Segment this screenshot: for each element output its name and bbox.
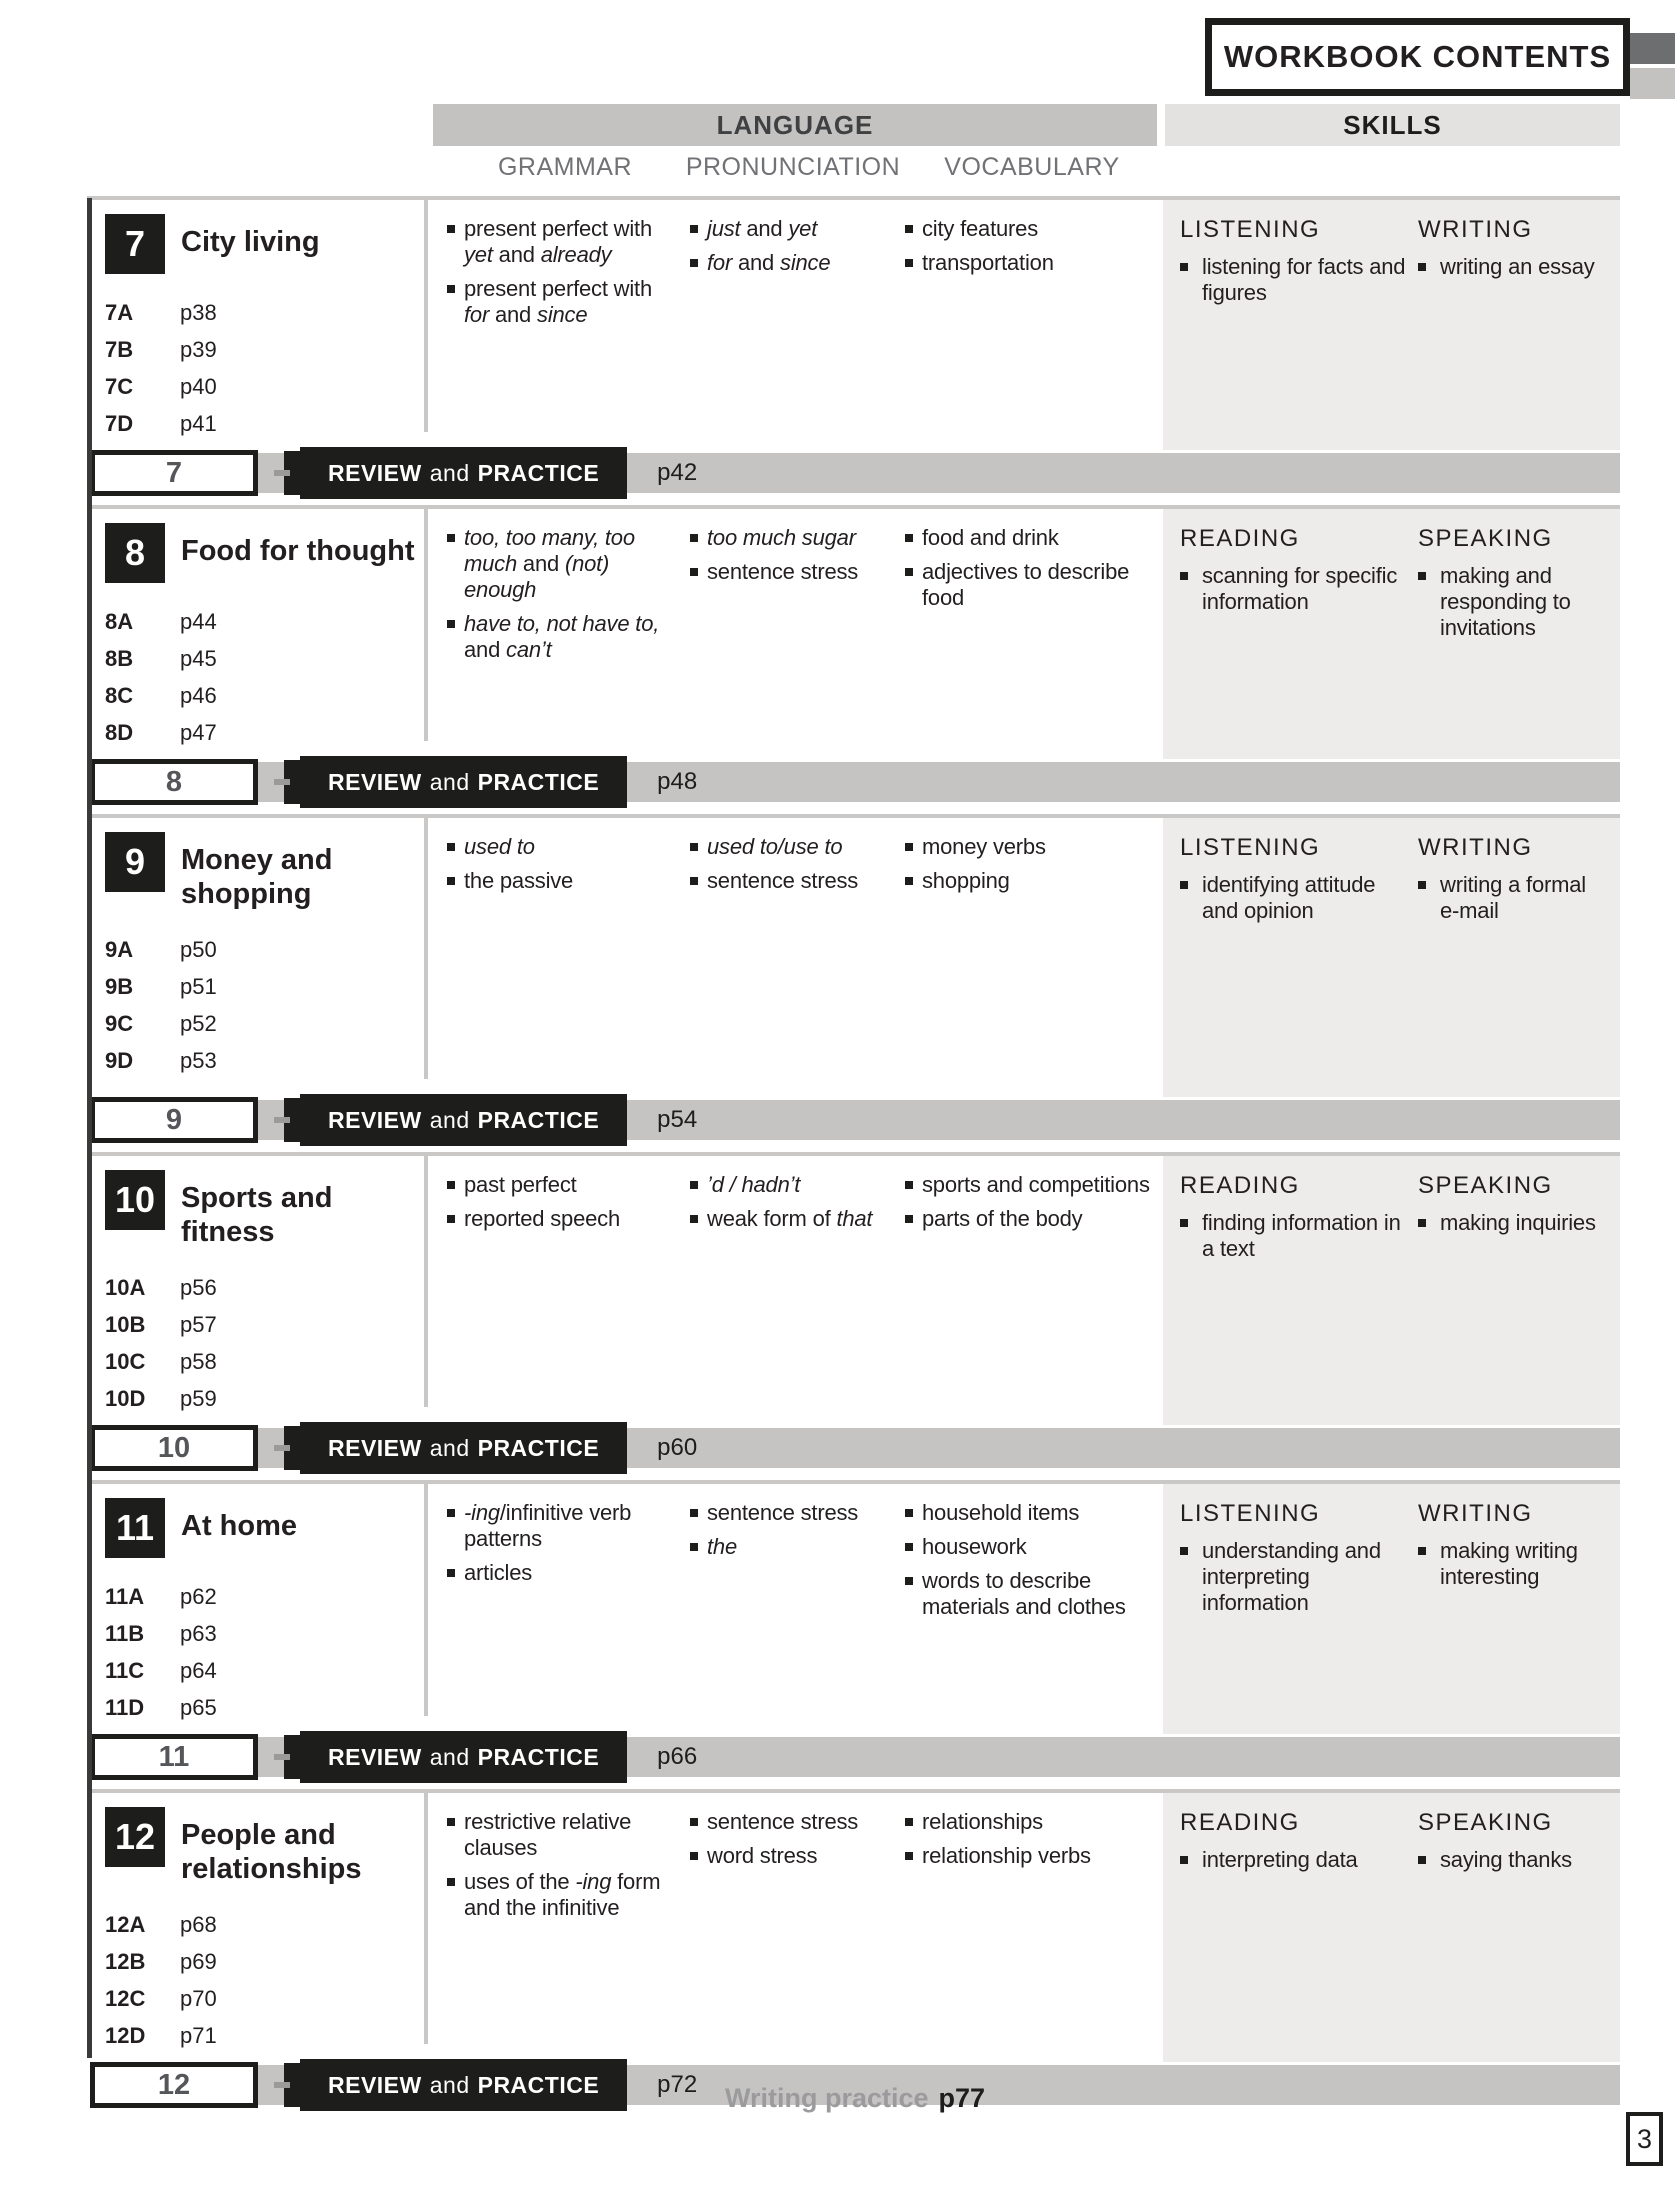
review-label-and: and xyxy=(429,768,470,795)
bullet-item: just and yet xyxy=(690,216,888,242)
bullet-item: writing a formal e-mail xyxy=(1418,872,1600,924)
unit-head xyxy=(105,1498,442,1558)
vocabulary-list xyxy=(905,216,1151,276)
review-page: p72 xyxy=(657,2071,698,2098)
bullet-item: word stress xyxy=(690,1843,888,1869)
skill-item-list xyxy=(1418,1847,1600,1873)
pronunciation-cell xyxy=(685,1793,900,2062)
review-gray-bar xyxy=(258,453,1620,493)
lesson-code: 7B xyxy=(105,337,134,362)
column-header-pronunciation: PRONUNCIATION xyxy=(685,153,901,181)
lesson-code: 9D xyxy=(105,1048,134,1073)
lesson-code: 11C xyxy=(105,1658,145,1683)
lesson-row xyxy=(105,976,442,998)
bullet-item: sentence stress xyxy=(690,1500,888,1526)
review-page: p42 xyxy=(657,459,698,486)
lesson-code: 10B xyxy=(105,1312,146,1337)
skills-panel xyxy=(1163,1484,1620,1734)
unit-title: Food for thought xyxy=(181,535,415,567)
lesson-row xyxy=(105,1914,442,1936)
lesson-list xyxy=(105,1914,442,2047)
skills-panel xyxy=(1163,1156,1620,1425)
review-gray-bar xyxy=(258,1100,1620,1140)
review-bar-9 xyxy=(90,1097,1620,1143)
lesson-page: p40 xyxy=(180,374,217,399)
lesson-code: 7A xyxy=(105,300,134,325)
lesson-code: 7D xyxy=(105,411,134,436)
lesson-page: p41 xyxy=(180,411,217,436)
edge-tab-dark xyxy=(1630,33,1675,64)
skill-heading: WRITING xyxy=(1418,216,1533,243)
grammar-list xyxy=(447,1809,673,1921)
lesson-page: p70 xyxy=(180,1986,217,2011)
skill-item-list xyxy=(1418,1210,1600,1236)
lesson-row xyxy=(105,339,442,361)
skill-heading: WRITING xyxy=(1418,834,1533,861)
pronunciation-list xyxy=(690,525,888,585)
bullet-item: past perfect xyxy=(447,1172,673,1198)
bullet-item: interpreting data xyxy=(1180,1847,1408,1873)
lesson-code: 8A xyxy=(105,609,134,634)
bullet-item: housework xyxy=(905,1534,1151,1560)
skill-item-list xyxy=(1180,1210,1408,1262)
lesson-page: p44 xyxy=(180,609,217,634)
review-label-and: and xyxy=(429,1434,470,1461)
vocabulary-list xyxy=(905,1172,1151,1232)
lesson-row xyxy=(105,1988,442,2010)
lesson-page: p56 xyxy=(180,1275,217,1300)
review-gray-bar xyxy=(258,762,1620,802)
unit-row-10 xyxy=(87,1152,1620,1425)
bullet-item: articles xyxy=(447,1560,673,1586)
pronunciation-list xyxy=(690,1809,888,1869)
bullet-item: too much sugar xyxy=(690,525,888,551)
lesson-code: 10C xyxy=(105,1349,146,1374)
unit-head xyxy=(105,1807,442,1886)
bullet-item: money verbs xyxy=(905,834,1151,860)
lesson-code: 10A xyxy=(105,1275,146,1300)
unit-info-cell xyxy=(87,818,442,1097)
bullet-item: food and drink xyxy=(905,525,1151,551)
grammar-cell xyxy=(442,1156,685,1425)
lesson-row xyxy=(105,413,442,435)
pronunciation-list xyxy=(690,1172,888,1232)
vocabulary-cell xyxy=(900,1793,1163,2062)
grammar-cell xyxy=(442,1793,685,2062)
review-label-bold2: PRACTICE xyxy=(477,2071,600,2098)
skill-heading: SPEAKING xyxy=(1418,1172,1553,1199)
lesson-list xyxy=(105,1277,442,1410)
skill-group xyxy=(1418,1172,1610,1425)
pronunciation-cell xyxy=(685,1156,900,1425)
review-label-bold1: REVIEW xyxy=(328,459,422,486)
bullet-item: have to, not have to, and can’t xyxy=(447,611,673,663)
lesson-page: p68 xyxy=(180,1912,217,1937)
unit-head xyxy=(105,1170,442,1249)
review-number-box: 8 xyxy=(90,759,258,805)
review-label xyxy=(300,2059,627,2111)
unit-head xyxy=(105,832,442,911)
bullet-item: present perfect with for and since xyxy=(447,276,673,328)
bullet-item: making and responding to invitations xyxy=(1418,563,1600,641)
skill-group xyxy=(1180,216,1418,450)
lesson-code: 11A xyxy=(105,1584,145,1609)
lesson-row xyxy=(105,1277,442,1299)
review-label xyxy=(300,1422,627,1474)
bullet-item: making writing interesting xyxy=(1418,1538,1600,1590)
page-title-text: WORKBOOK CONTENTS xyxy=(1223,39,1612,74)
vocabulary-list xyxy=(905,525,1151,611)
skill-item-list xyxy=(1180,254,1408,306)
review-number-box: 12 xyxy=(90,2062,258,2108)
lesson-code: 9A xyxy=(105,937,134,962)
bullet-item: understanding and interpreting information xyxy=(1180,1538,1408,1616)
lesson-row xyxy=(105,1351,442,1373)
bullet-item: identifying attitude and opinion xyxy=(1180,872,1408,924)
unit-info-cell xyxy=(87,1793,442,2062)
review-label xyxy=(300,756,627,808)
skill-item-list xyxy=(1180,563,1408,615)
unit-row-8 xyxy=(87,505,1620,759)
grammar-list xyxy=(447,1172,673,1232)
lesson-page: p51 xyxy=(180,974,217,999)
bullet-item: the passive xyxy=(447,868,673,894)
grammar-list xyxy=(447,1500,673,1586)
lesson-page: p39 xyxy=(180,337,217,362)
vocabulary-list xyxy=(905,1809,1151,1869)
lesson-page: p52 xyxy=(180,1011,217,1036)
unit-row-9 xyxy=(87,814,1620,1097)
writing-practice-label: Writing practice xyxy=(724,2083,929,2113)
review-label-and: and xyxy=(429,2071,470,2098)
lesson-page: p62 xyxy=(180,1584,217,1609)
bullet-item: sentence stress xyxy=(690,868,888,894)
lesson-page: p57 xyxy=(180,1312,217,1337)
vocabulary-cell xyxy=(900,200,1163,450)
pronunciation-cell xyxy=(685,200,900,450)
bullet-item: finding information in a text xyxy=(1180,1210,1408,1262)
skills-header-label: SKILLS xyxy=(1343,109,1442,140)
lesson-code: 7C xyxy=(105,374,134,399)
grammar-list xyxy=(447,834,673,894)
lesson-page: p59 xyxy=(180,1386,217,1411)
grammar-cell xyxy=(442,509,685,759)
unit-number-badge: 12 xyxy=(105,1807,165,1867)
language-header-bar xyxy=(433,104,1157,146)
unit-number-badge: 7 xyxy=(105,214,165,274)
skills-panel xyxy=(1163,509,1620,759)
pronunciation-list xyxy=(690,216,888,276)
review-label-bold2: PRACTICE xyxy=(477,459,600,486)
unit-number-badge: 11 xyxy=(105,1498,165,1558)
skill-heading: SPEAKING xyxy=(1418,525,1553,552)
bullet-item: weak form of that xyxy=(690,1206,888,1232)
skill-group xyxy=(1180,525,1418,759)
lesson-code: 12D xyxy=(105,2023,146,2048)
lesson-row xyxy=(105,2025,442,2047)
lesson-page: p38 xyxy=(180,300,217,325)
unit-info-cell xyxy=(87,1156,442,1425)
left-margin-rule xyxy=(87,198,92,2058)
review-label-bold1: REVIEW xyxy=(328,2071,422,2098)
skill-heading: READING xyxy=(1180,1809,1300,1836)
pronunciation-cell xyxy=(685,509,900,759)
language-header-label: LANGUAGE xyxy=(716,109,874,140)
lesson-code: 10D xyxy=(105,1386,146,1411)
lesson-page: p65 xyxy=(180,1695,217,1720)
review-label xyxy=(300,1731,627,1783)
skill-item-list xyxy=(1180,1847,1408,1873)
lesson-code: 12C xyxy=(105,1986,146,2011)
grammar-list xyxy=(447,525,673,663)
review-label-and: and xyxy=(429,1106,470,1133)
vocabulary-list xyxy=(905,834,1151,894)
skills-panel xyxy=(1163,1793,1620,2062)
pronunciation-cell xyxy=(685,818,900,1097)
edge-tab-light xyxy=(1630,68,1675,99)
vocabulary-cell xyxy=(900,1484,1163,1734)
review-number-box: 7 xyxy=(90,450,258,496)
unit-title: At home xyxy=(181,1510,297,1542)
vocabulary-cell xyxy=(900,1156,1163,1425)
lesson-code: 9B xyxy=(105,974,134,999)
bullet-item: sentence stress xyxy=(690,1809,888,1835)
skills-panel xyxy=(1163,200,1620,450)
lesson-page: p63 xyxy=(180,1621,217,1646)
unit-title: People and relationships xyxy=(181,1819,362,1885)
review-bar-10 xyxy=(90,1425,1620,1471)
bullet-item: transportation xyxy=(905,250,1151,276)
lesson-row xyxy=(105,1623,442,1645)
lesson-page: p71 xyxy=(180,2023,217,2048)
unit-title: Sports and fitness xyxy=(181,1182,333,1248)
review-label-bold1: REVIEW xyxy=(328,1434,422,1461)
lesson-row xyxy=(105,1388,442,1410)
skill-item-list xyxy=(1418,254,1600,280)
lesson-row xyxy=(105,1697,442,1719)
lesson-code: 9C xyxy=(105,1011,134,1036)
review-number-box: 9 xyxy=(90,1097,258,1143)
bullet-item: household items xyxy=(905,1500,1151,1526)
lesson-row xyxy=(105,611,442,633)
skill-item-list xyxy=(1180,1538,1408,1616)
lesson-list xyxy=(105,939,442,1072)
lesson-row xyxy=(105,685,442,707)
lesson-row xyxy=(105,1660,442,1682)
lesson-page: p58 xyxy=(180,1349,217,1374)
unit-title: Money and shopping xyxy=(181,844,333,910)
vocabulary-cell xyxy=(900,818,1163,1097)
unit-row-11 xyxy=(87,1480,1620,1734)
lesson-row xyxy=(105,1951,442,1973)
lesson-page: p45 xyxy=(180,646,217,671)
grammar-cell xyxy=(442,1484,685,1734)
bullet-item: sports and competitions xyxy=(905,1172,1151,1198)
lesson-page: p50 xyxy=(180,937,217,962)
lesson-page: p53 xyxy=(180,1048,217,1073)
skill-item-list xyxy=(1418,563,1600,641)
unit-number-badge: 9 xyxy=(105,832,165,892)
page-number: 3 xyxy=(1636,2123,1653,2154)
skill-heading: READING xyxy=(1180,525,1300,552)
skills-panel xyxy=(1163,818,1620,1097)
column-header-vocabulary: VOCABULARY xyxy=(944,153,1120,181)
review-label-bold2: PRACTICE xyxy=(477,1106,600,1133)
skill-group xyxy=(1418,525,1610,759)
unit-info-cell xyxy=(87,200,442,450)
bullet-item: reported speech xyxy=(447,1206,673,1232)
bullet-item: the xyxy=(690,1534,888,1560)
skill-heading: LISTENING xyxy=(1180,1500,1321,1527)
review-bar-11 xyxy=(90,1734,1620,1780)
bullet-item: city features xyxy=(905,216,1151,242)
skill-group xyxy=(1418,834,1610,1097)
grammar-cell xyxy=(442,200,685,450)
bullet-item: restrictive relative clauses xyxy=(447,1809,673,1861)
pronunciation-cell xyxy=(685,1484,900,1734)
page-number-box xyxy=(1626,2112,1663,2166)
skill-group xyxy=(1180,1172,1418,1425)
review-label xyxy=(300,447,627,499)
skill-group xyxy=(1180,834,1418,1097)
review-label-bold2: PRACTICE xyxy=(477,1434,600,1461)
skill-item-list xyxy=(1418,1538,1600,1590)
lesson-row xyxy=(105,1013,442,1035)
bullet-item: too, too many, too much and (not) enough xyxy=(447,525,673,603)
review-bar-7 xyxy=(90,450,1620,496)
skill-item-list xyxy=(1418,872,1600,924)
column-header-grammar: GRAMMAR xyxy=(497,153,633,181)
unit-head xyxy=(105,523,442,583)
bullet-item: for and since xyxy=(690,250,888,276)
review-page: p54 xyxy=(657,1106,698,1133)
lesson-list xyxy=(105,1586,442,1719)
pronunciation-list xyxy=(690,834,888,894)
lesson-row xyxy=(105,722,442,744)
review-number-box: 10 xyxy=(90,1425,258,1471)
skill-group xyxy=(1418,1500,1610,1734)
review-bar-8 xyxy=(90,759,1620,805)
bullet-item: shopping xyxy=(905,868,1151,894)
skill-heading: WRITING xyxy=(1418,1500,1533,1527)
skill-heading: LISTENING xyxy=(1180,216,1321,243)
lesson-code: 8D xyxy=(105,720,134,745)
writing-practice-note xyxy=(725,2083,985,2114)
bullet-item: present perfect with yet and already xyxy=(447,216,673,268)
lesson-row xyxy=(105,939,442,961)
bullet-item: used to xyxy=(447,834,673,860)
lesson-row xyxy=(105,302,442,324)
skill-group xyxy=(1180,1809,1418,2062)
review-label-and: and xyxy=(429,1743,470,1770)
review-label-bold1: REVIEW xyxy=(328,768,422,795)
review-gray-bar xyxy=(258,1428,1620,1468)
bullet-item: parts of the body xyxy=(905,1206,1151,1232)
lesson-row xyxy=(105,648,442,670)
bullet-item: listening for facts and figures xyxy=(1180,254,1408,306)
unit-head xyxy=(105,214,442,274)
skill-heading: LISTENING xyxy=(1180,834,1321,861)
skill-group xyxy=(1418,216,1610,450)
lesson-row xyxy=(105,1586,442,1608)
grammar-cell xyxy=(442,818,685,1097)
lesson-page: p46 xyxy=(180,683,217,708)
review-number-box: 11 xyxy=(90,1734,258,1780)
bullet-item: scanning for specific information xyxy=(1180,563,1408,615)
lesson-row xyxy=(105,376,442,398)
skill-item-list xyxy=(1180,872,1408,924)
skill-group xyxy=(1418,1809,1610,2062)
review-label-and: and xyxy=(429,459,470,486)
review-label-bold1: REVIEW xyxy=(328,1743,422,1770)
skill-heading: READING xyxy=(1180,1172,1300,1199)
review-gray-bar xyxy=(258,1737,1620,1777)
lesson-code: 11D xyxy=(105,1695,145,1720)
lesson-row xyxy=(105,1314,442,1336)
unit-row-7 xyxy=(87,196,1620,450)
vocabulary-list xyxy=(905,1500,1151,1620)
page-title xyxy=(1205,18,1630,96)
unit-info-cell xyxy=(87,1484,442,1734)
skill-group xyxy=(1180,1500,1418,1734)
bullet-item: making inquiries xyxy=(1418,1210,1600,1236)
lesson-code: 12A xyxy=(105,1912,146,1937)
skills-header-bar xyxy=(1165,104,1620,146)
writing-practice-page: p77 xyxy=(938,2083,986,2113)
lesson-page: p64 xyxy=(180,1658,217,1683)
bullet-item: writing an essay xyxy=(1418,254,1600,280)
units-table xyxy=(87,196,1620,2117)
lesson-page: p69 xyxy=(180,1949,217,1974)
skill-heading: SPEAKING xyxy=(1418,1809,1553,1836)
bullet-item: relationship verbs xyxy=(905,1843,1151,1869)
review-page: p48 xyxy=(657,768,698,795)
bullet-item: uses of the -ing form and the infinitive xyxy=(447,1869,673,1921)
review-page: p60 xyxy=(657,1434,698,1461)
unit-title: City living xyxy=(181,226,320,258)
grammar-list xyxy=(447,216,673,328)
bullet-item: saying thanks xyxy=(1418,1847,1600,1873)
lesson-page: p47 xyxy=(180,720,217,745)
bullet-item: ’d / hadn’t xyxy=(690,1172,888,1198)
review-label-bold1: REVIEW xyxy=(328,1106,422,1133)
bullet-item: used to/use to xyxy=(690,834,888,860)
lesson-code: 11B xyxy=(105,1621,145,1646)
review-label xyxy=(300,1094,627,1146)
review-label-bold2: PRACTICE xyxy=(477,768,600,795)
review-label-bold2: PRACTICE xyxy=(477,1743,600,1770)
lesson-code: 12B xyxy=(105,1949,146,1974)
bullet-item: -ing/infinitive verb patterns xyxy=(447,1500,673,1552)
lesson-list xyxy=(105,302,442,435)
lesson-code: 8C xyxy=(105,683,134,708)
bullet-item: sentence stress xyxy=(690,559,888,585)
unit-row-12 xyxy=(87,1789,1620,2062)
lesson-row xyxy=(105,1050,442,1072)
bullet-item: relationships xyxy=(905,1809,1151,1835)
unit-info-cell xyxy=(87,509,442,759)
bullet-item: words to describe materials and clothes xyxy=(905,1568,1151,1620)
review-page: p66 xyxy=(657,1743,698,1770)
bullet-item: adjectives to describe food xyxy=(905,559,1151,611)
vocabulary-cell xyxy=(900,509,1163,759)
pronunciation-list xyxy=(690,1500,888,1560)
unit-number-badge: 10 xyxy=(105,1170,165,1230)
lesson-list xyxy=(105,611,442,744)
unit-number-badge: 8 xyxy=(105,523,165,583)
lesson-code: 8B xyxy=(105,646,134,671)
